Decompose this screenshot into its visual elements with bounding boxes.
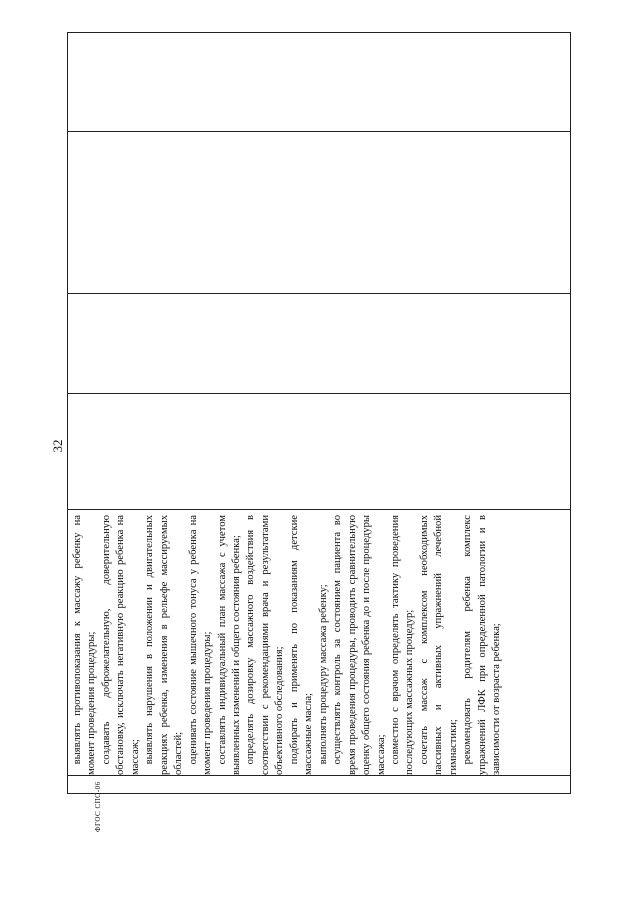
table-row-divider [68, 293, 570, 294]
skill-item: оценивать состояние мышечного тонуса у ребенка на момент проведения процедуры; [187, 515, 214, 775]
skill-item: сочетать массаж с комплексом необходимых пассивных и активных упражнений лечебной гимнастики; [418, 515, 459, 775]
skill-item: осуществлять контроль за состоянием пациента во время проведения процедуры, проводить сравнительную оценку общего состояния ребенка до и после процедуры массажа; [332, 515, 387, 775]
skills-list [68, 509, 570, 775]
table-row-divider [68, 775, 570, 776]
table-row-divider [68, 393, 570, 394]
skill-item: выявлять нарушения в положении и двигательных реакциях ребенка, изменения в рельефе массируемых областей; [144, 515, 185, 775]
skills-cell-rotator [68, 509, 570, 775]
skill-item: создавать доброжелательную, доверительную обстановку, исключать негативную реакцию ребенка на массаж; [100, 515, 141, 775]
table-row-divider [68, 131, 570, 132]
skill-item: рекомендовать родителям ребенка комплекс упражнений ЛФК при определенной патологии и в зависимости от возраста ребенка; [462, 515, 503, 775]
skill-item: подбирать и применять по показаниям детские массажные масла; [288, 515, 315, 775]
page-number: 32 [50, 439, 65, 453]
competency-table [67, 32, 571, 794]
skill-item: совместно с врачом определять тактику проведения последующих массажных процедур; [389, 515, 416, 775]
footer-code: ФГОС СПО-06 [94, 781, 102, 832]
skills-cell [68, 509, 570, 775]
skill-item: составлять индивидуальный план массажа с учетом выявленных изменений и общего состояния ребенка; [216, 515, 242, 775]
skill-item: выполнять процедуру массажа ребенку; [317, 584, 329, 765]
skill-item: определять дозировку массажного воздействия в соответствии с рекомендациями врача и результатами объективного обследования; [245, 515, 286, 775]
skill-item: выявлять противопоказания к массажу ребенку на момент проведения процедуры; [72, 515, 98, 775]
